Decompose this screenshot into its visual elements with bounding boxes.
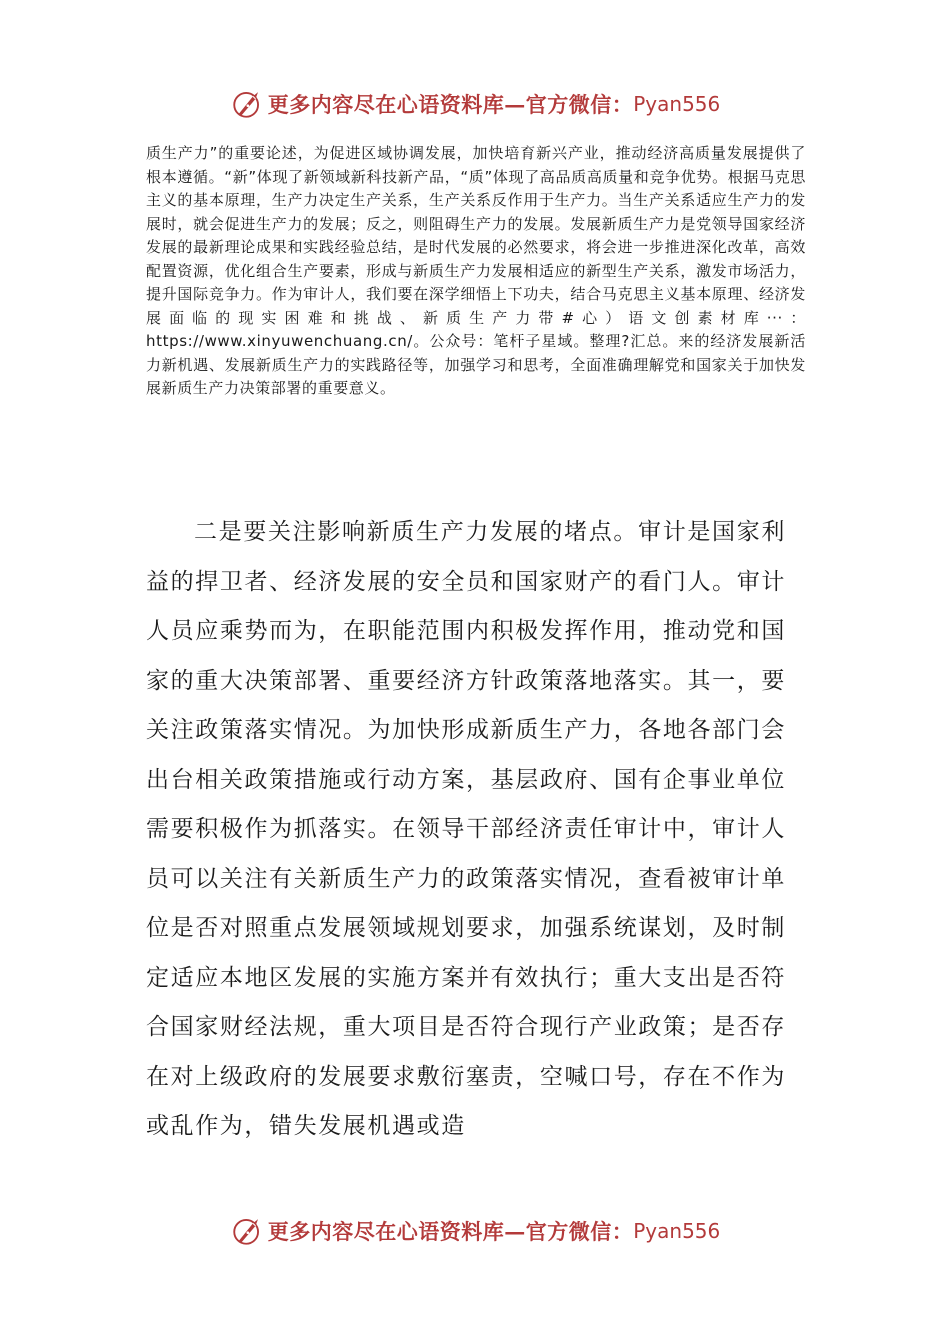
banner-text: 更多内容尽在心语资料库—官方微信：: [267, 92, 634, 117]
body-paragraph: 二是要关注影响新质生产力发展的堵点。审计是国家利益的捍卫者、经济发展的安全员和国家财产的看门人。审计人员应乘势而为，在职能范围内积极发挥作用，推动党和国家的重大决策部署、重要经济方针政策落地落实。其一，要关注政策落实情况。为加快形成新质生产力，各地各部门会出台相关政策措施或行动方案，基层政府、国有企事业单位需要积极作为抓落实。在领导干部经济责任审计中，审计人员可以关注有关新质生产力的政策落实情况，查看被审计单位是否对照重点发展领域规划要求，加强系统谋划，及时制定适应本地区发展的实施方案并有效执行；重大支出是否符合国家财经法规，重大项目是否符合现行产业政策；是否存在对上级政府的发展要求敷衍塞责，空喊口号，存在不作为或乱作为，错失发展机遇或造: [146, 519, 786, 1139]
small-print-paragraph: 质生产力”的重要论述，为促进区域协调发展，加快培育新兴产业，推动经济高质量发展提供了根本遵循。“新”体现了新领域新科技新产品，“质”体现了高品质高质量和竞争优势。根据马克思主义的基本原理，生产力决定生产关系，生产关系反作用于生产力。当生产关系适应生产力的发展时，就会促进生产力的发展；反之，则阻碍生产力的发展。发展新质生产力是党领导国家经济发展的最新理论成果和实践经验总结，是时代发展的必然要求，将会进一步推进深化改革，高效配置资源，优化组合生产要素，形成与新质生产力发展相适应的新型生产关系，激发市场活力，提升国际竞争力。作为审计人，我们要在深学细悟上下功夫，结合马克思主义基本原理、经济发展面临的现实困难和挑战、新质生产力带#心）语文创素材库···：https://www.xinyuwenchuang.cn/。公众号：笔杆子星域。整理?汇总。来的经济发展新活力新机遇、发展新质生产力的实践路径等，加强学习和思考，全面准确理解党和国家关于加快发展新质生产力决策部署的重要意义。: [146, 144, 806, 397]
footer-banner: [0, 1211, 950, 1251]
header-banner: [0, 84, 950, 124]
banner-wechat-id: Pyan556: [633, 1219, 721, 1243]
banner-wechat-id: Pyan556: [633, 92, 721, 116]
pen-nib-logo-icon: [230, 87, 264, 121]
banner-text: 更多内容尽在心语资料库—官方微信：: [267, 1219, 634, 1244]
pen-nib-logo-icon: [230, 1214, 264, 1248]
